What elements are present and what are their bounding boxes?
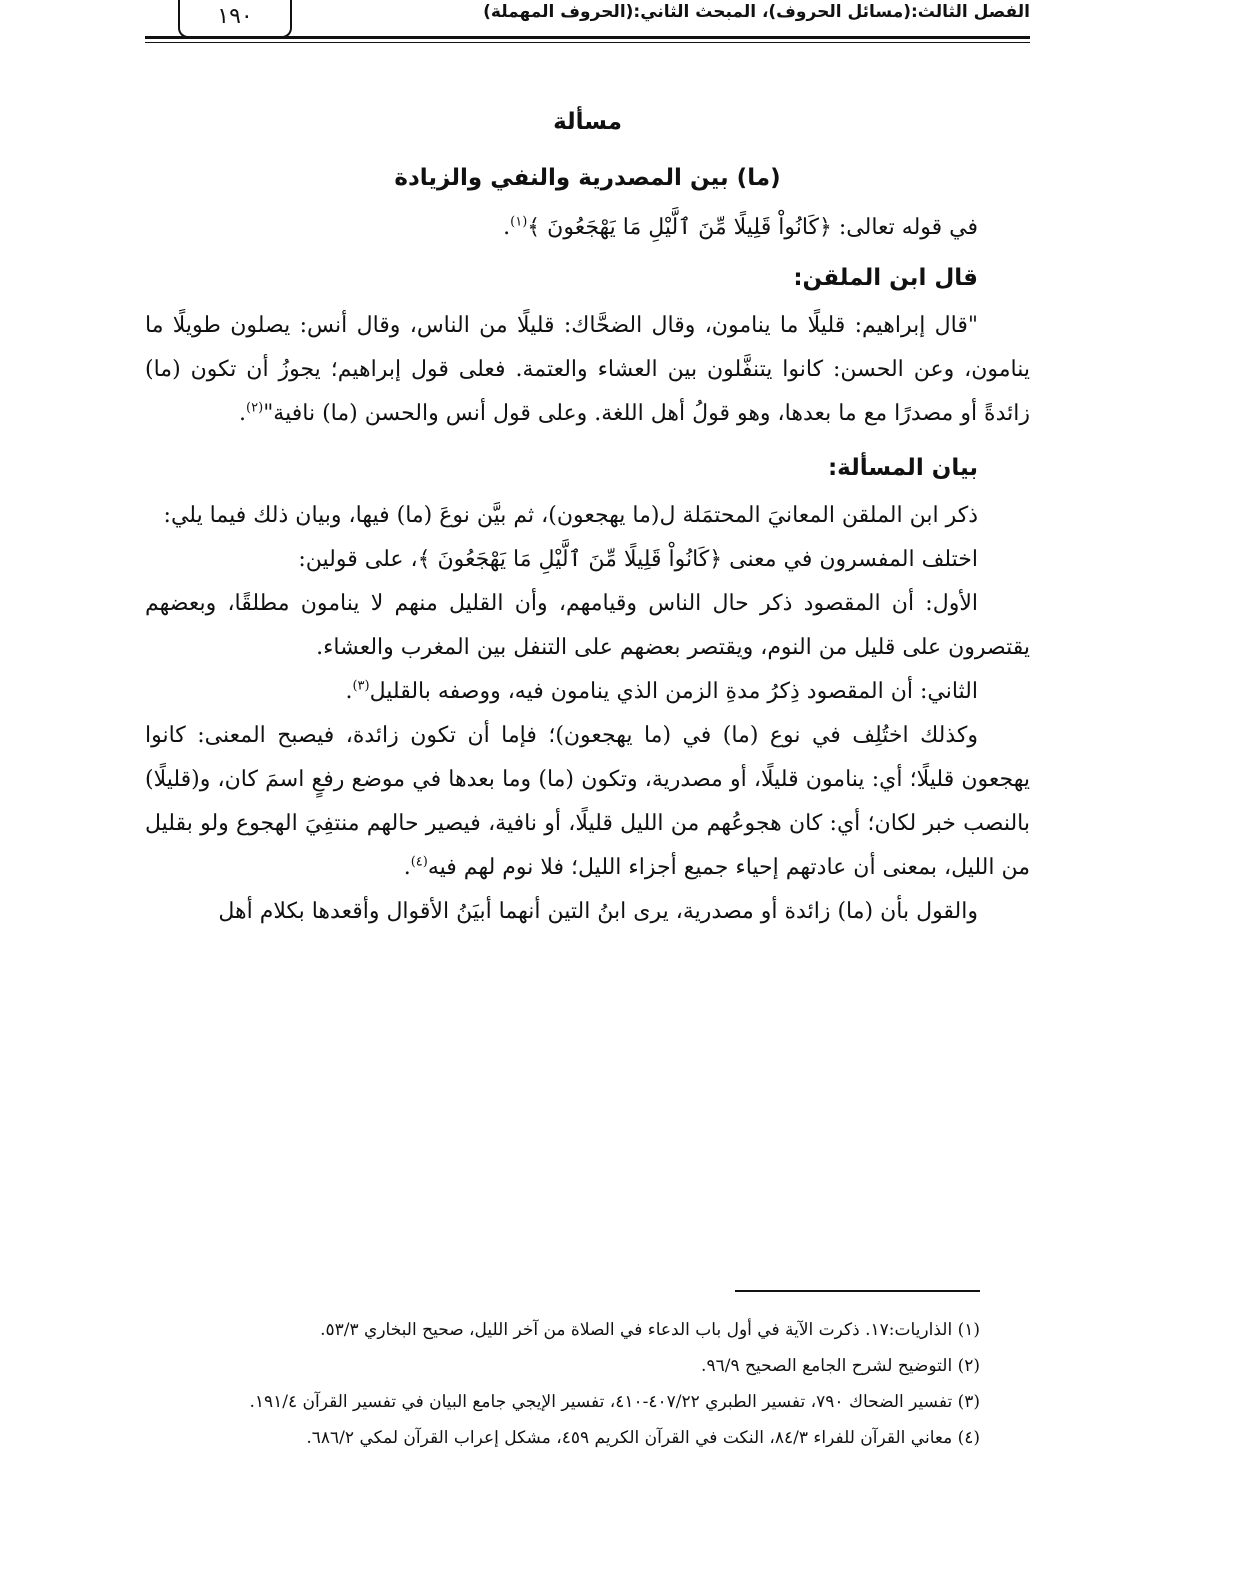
- footnote-4: (٤) معاني القرآن للفراء ٨٤/٣، النكت في القرآن الكريم ٤٥٩، مشكل إعراب القرآن لمكي ٦٨٦/٢.: [306, 1428, 980, 1448]
- footnote-ref-3: (٣): [352, 678, 370, 694]
- footnote-3: (٣) تفسير الضحاك ٧٩٠، تفسير الطبري ٤٠٧/٢٢-٤١٠، تفسير الإيجي جامع البيان في تفسير القرآن ١٩١/٤.: [249, 1392, 980, 1412]
- main-content: [145, 100, 1030, 934]
- paragraph-4-end: .: [345, 679, 353, 704]
- paragraph-3: الأول: أن المقصود ذكر حال الناس وقيامهم، وأن القليل منهم لا ينامون مطلقًا، وبعضهم يقتصرون على قليل من النوم، ويقتصر بعضهم على التنفل بين المغرب والعشاء.: [145, 591, 1030, 660]
- footnote-ref-1: (١): [510, 214, 528, 230]
- footnote-separator: [735, 1290, 980, 1292]
- paragraph-5-text: وكذلك اختُلِف في نوع (ما) في (ما يهجعون)؛ فإما أن تكون زائدة، فيصبح المعنى: كانوا يهجعون قليلًا؛ أي: ينامون قليلًا، أو مصدرية، وتكون (ما) وما بعدها في موضع رفعٍ اسمَ كان، و(قليلًا) بالنصب خبر لكان؛ أي: كان هجوعُهم من الليل قليلًا، أو نافية، فيصير حالهم منتفِيَ الهجوع ولو بقليل من الليل، بمعنى أن عادتهم إحياء جميع أجزاء الليل؛ فلا نوم لهم فيه: [145, 723, 1030, 880]
- section-subheading: (ما) بين المصدرية والنفي والزيادة: [394, 165, 781, 191]
- page-number-box: [178, 0, 292, 38]
- running-header-title: الفصل الثالث:(مسائل الحروف)، المبحث الثاني:(الحروف المهملة): [483, 2, 1030, 22]
- header-rule-thin: [145, 42, 1030, 43]
- quote-end: .: [239, 401, 247, 426]
- footnotes: [145, 1312, 980, 1456]
- paragraph-4: [145, 670, 1030, 714]
- page-number: ١٩٠: [217, 4, 253, 29]
- section-heading: مسألة: [553, 109, 622, 135]
- verse-end: .: [503, 215, 511, 240]
- paragraph-4-text: الثاني: أن المقصود ذِكرُ مدةِ الزمن الذي ينامون فيه، ووصفه بالقليل: [369, 679, 978, 704]
- footnote-2: (٢) التوضيح لشرح الجامع الصحيح ٩٦/٩.: [701, 1356, 980, 1376]
- quote-text: "قال إبراهيم: قليلًا ما ينامون، وقال الضحَّاك: قليلًا من الناس، وقال أنس: يصلون طويلًا ما ينامون، وعن الحسن: كانوا يتنفَّلون بين العشاء والعتمة. فعلى قول إبراهيم؛ يجوزُ أن تكون (ما) زائدةً أو مصدرًا مع ما بعدها، وهو قولُ أهل اللغة. وعلى قول أنس والحسن (ما) نافية": [145, 313, 1030, 426]
- paragraph-2: اختلف المفسرون في معنى ﴿كَانُواْ قَلِيلًا مِّنَ ٱلَّيْلِ مَا يَهْجَعُونَ ﴾، على قولين:: [298, 547, 978, 572]
- verse-line: [145, 206, 1030, 250]
- footnote-1: (١) الذاريات:١٧. ذكرت الآية في أول باب الدعاء في الصلاة من آخر الليل، صحيح البخاري ٥٣/٣.: [320, 1320, 980, 1340]
- footnote-ref-4: (٤): [410, 854, 428, 870]
- verse-text: في قوله تعالى: ﴿كَانُواْ قَلِيلًا مِّنَ ٱلَّيْلِ مَا يَهْجَعُونَ ﴾: [527, 215, 978, 240]
- header-rule-thick: [145, 36, 1030, 39]
- paragraph-1: ذكر ابن الملقن المعانيَ المحتمَلة ل(ما يهجعون)، ثم بيَّن نوعَ (ما) فيها، وبيان ذلك فيما يلي:: [163, 503, 978, 528]
- author-heading: قال ابن الملقن:: [793, 265, 978, 291]
- explanation-heading: بيان المسألة:: [827, 455, 978, 481]
- paragraph-6: والقول بأن (ما) زائدة أو مصدرية، يرى ابنُ التين أنهما أبيَنُ الأقوال وأقعدها بكلام أهل: [218, 899, 978, 924]
- paragraph-5-end: .: [403, 855, 411, 880]
- footnote-ref-2: (٢): [246, 400, 264, 416]
- quote-paragraph: [145, 304, 1030, 436]
- paragraph-5: [145, 714, 1030, 890]
